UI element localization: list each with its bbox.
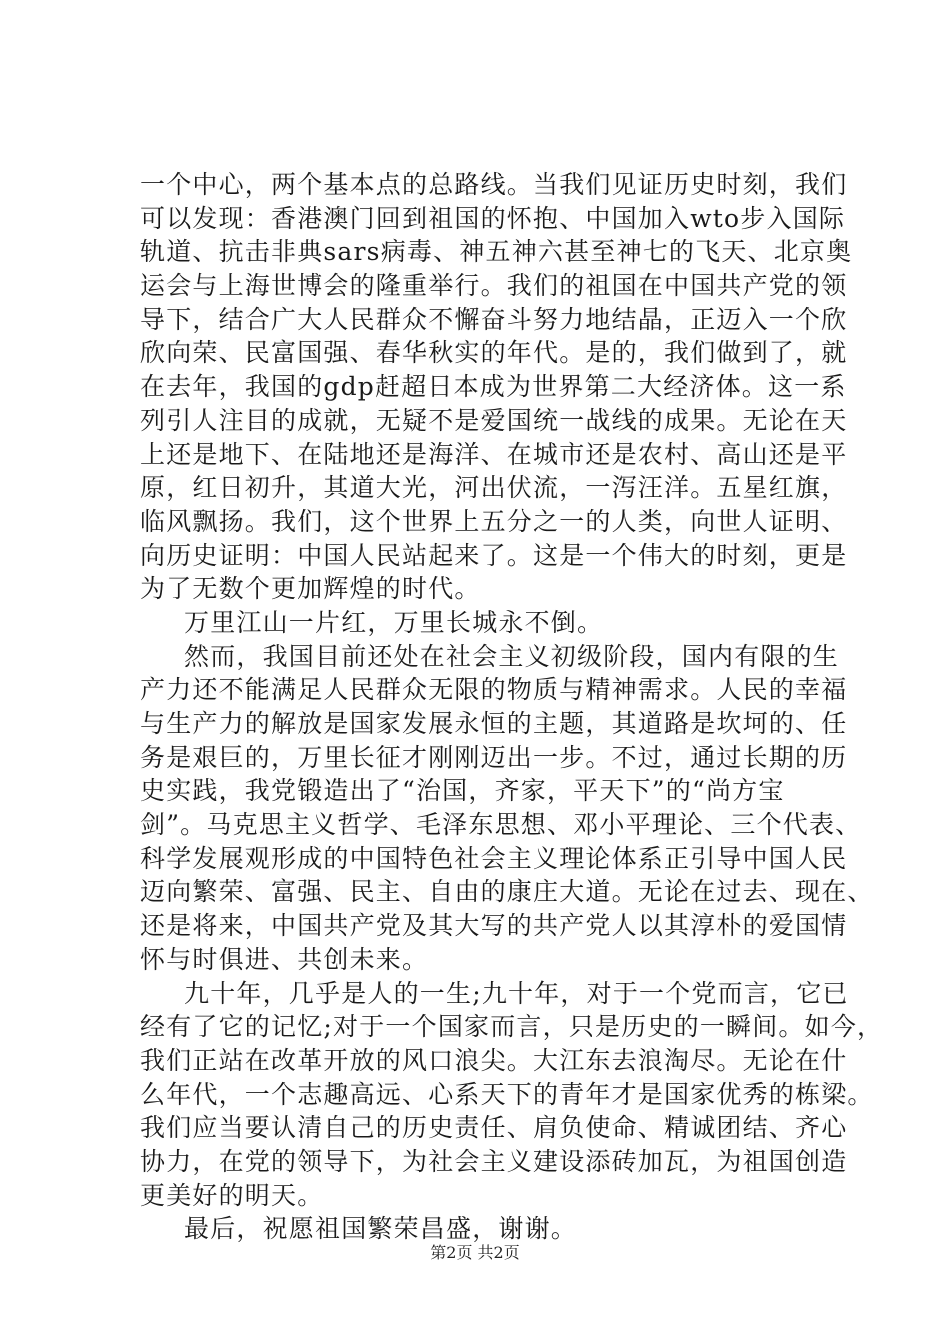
text-line: 史实践，我党锻造出了“治国，齐家，平天下”的“尚方宝 bbox=[140, 776, 785, 806]
text-line: 怀与时俱进、共创未来。 bbox=[140, 944, 429, 974]
paragraph-first-line: 万里江山一片红，万里长城永不倒。 bbox=[184, 607, 604, 637]
text-line: 还是将来，中国共产党及其大写的共产党人以其淳朴的爱国情 bbox=[140, 911, 848, 941]
text-line: 科学发展观形成的中国特色社会主义理论体系正引导中国人民 bbox=[140, 843, 848, 873]
text-line: 么年代，一个志趣高远、心系天下的青年才是国家优秀的栋梁。 bbox=[140, 1079, 874, 1109]
text-line: 欣向荣、民富国强、春华秋实的年代。是的，我们做到了，就 bbox=[140, 338, 848, 368]
text-line: 一个中心，两个基本点的总路线。当我们见证历史时刻，我们 bbox=[140, 170, 848, 199]
text-line: 我们正站在改革开放的风口浪尖。大江东去浪淘尽。无论在什 bbox=[140, 1045, 848, 1075]
text-line: 轨道、抗击非典sars病毒、神五神六甚至神七的飞天、北京奥 bbox=[140, 237, 853, 267]
text-line: 运会与上海世博会的隆重举行。我们的祖国在中国共产党的领 bbox=[140, 271, 848, 301]
text-line: 务是艰巨的，万里长征才刚刚迈出一步。不过，通过长期的历 bbox=[140, 742, 848, 772]
text-line: 向历史证明：中国人民站起来了。这是一个伟大的时刻，更是 bbox=[140, 540, 848, 570]
text-line: 可以发现：香港澳门回到祖国的怀抱、中国加入wto步入国际 bbox=[140, 203, 846, 233]
text-line: 剑”。马克思主义哲学、毛泽东思想、邓小平理论、三个代表、 bbox=[140, 810, 862, 840]
text-line: 导下，结合广大人民群众不懈奋斗努力地结晶，正迈入一个欣 bbox=[140, 304, 848, 334]
paragraph-first-line: 然而，我国目前还处在社会主义初级阶段，国内有限的生 bbox=[184, 641, 840, 671]
text-line: 迈向繁荣、富强、民主、自由的康庄大道。无论在过去、现在、 bbox=[140, 877, 874, 907]
body-text bbox=[140, 168, 884, 1246]
text-line: 与生产力的解放是国家发展永恒的主题，其道路是坎坷的、任 bbox=[140, 709, 848, 738]
text-line: 为了无数个更加辉煌的时代。 bbox=[140, 574, 481, 604]
text-line: 经有了它的记忆;对于一个国家而言，只是历史的一瞬间。如今， bbox=[140, 1012, 884, 1042]
text-line: 我们应当要认清自己的历史责任、肩负使命、精诚团结、齐心 bbox=[140, 1113, 848, 1143]
paragraph-first-line: 最后，祝愿祖国繁荣昌盛，谢谢。 bbox=[184, 1214, 578, 1244]
text-line: 更美好的明天。 bbox=[140, 1180, 324, 1210]
page-number-footer: 第2页 共2页 bbox=[430, 1243, 520, 1262]
text-line: 协力，在党的领导下，为社会主义建设添砖加瓦，为祖国创造 bbox=[140, 1146, 848, 1176]
text-line: 产力还不能满足人民群众无限的物质与精神需求。人民的幸福 bbox=[140, 675, 848, 705]
text-line: 列引人注目的成就，无疑不是爱国统一战线的成果。无论在天 bbox=[140, 405, 848, 435]
text-line: 临风飘扬。我们，这个世界上五分之一的人类，向世人证明、 bbox=[140, 506, 848, 536]
text-line: 上还是地下、在陆地还是海洋、在城市还是农村、高山还是平 bbox=[140, 439, 848, 469]
text-line: 原，红日初升，其道大光，河出伏流，一泻汪洋。五星红旗， bbox=[140, 473, 848, 503]
paragraph-first-line: 九十年，几乎是人的一生;九十年，对于一个党而言，它已 bbox=[184, 978, 849, 1008]
text-line: 在去年，我国的gdp赶超日本成为世界第二大经济体。这一系 bbox=[140, 372, 847, 402]
